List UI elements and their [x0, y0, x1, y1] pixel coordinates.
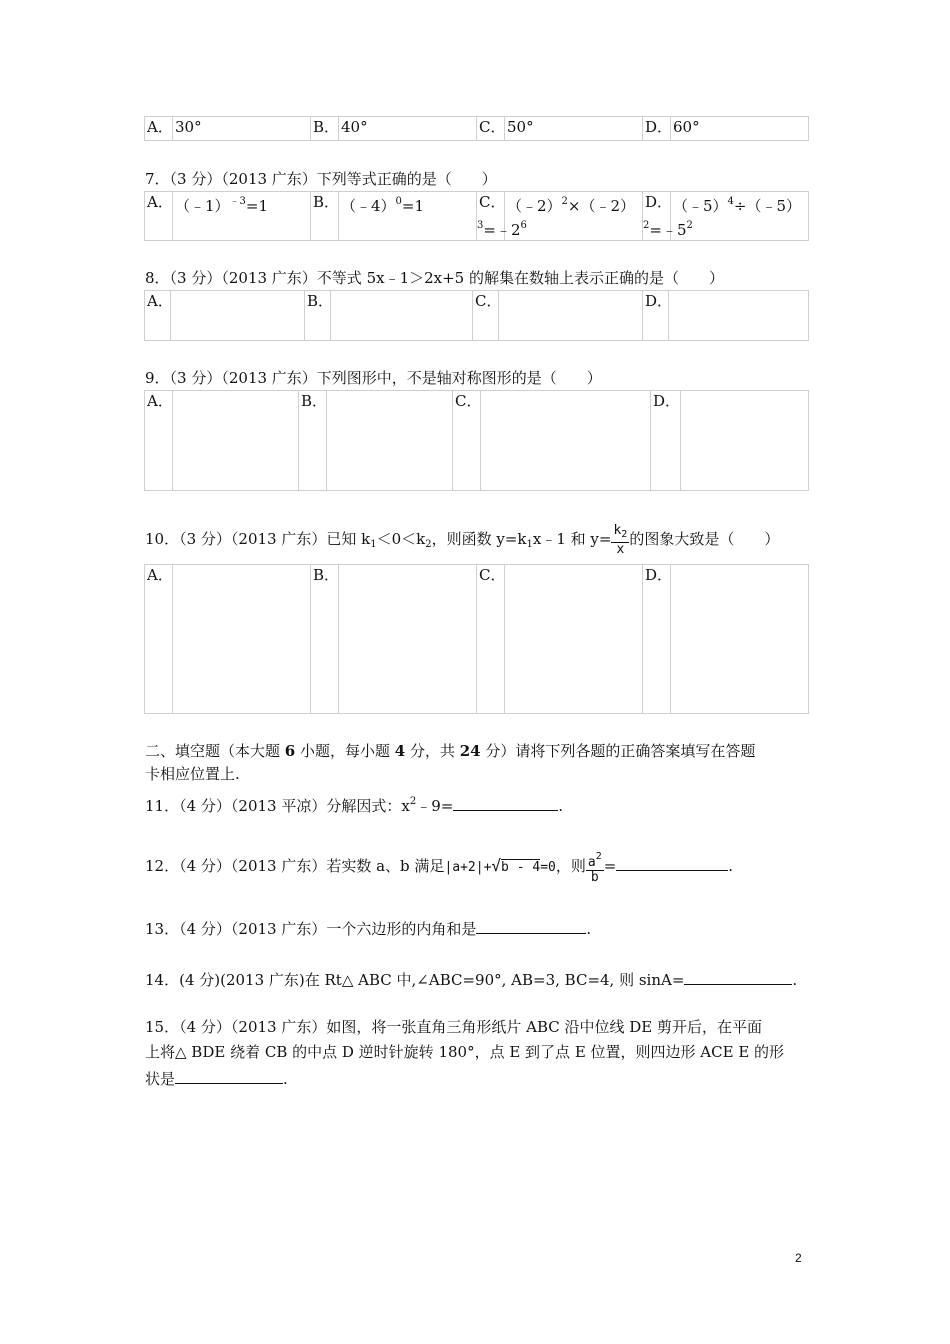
q7-stem: 7．（3 分）（2013 广东）下列等式正确的是（ ） [145, 170, 497, 188]
q9-figure-b [327, 391, 453, 491]
q8-label-b: B． [305, 291, 331, 341]
section2-heading: 二、填空题（本大题 6 小题，每小题 4 分，共 24 分）请将下列各题的正确答案填写在答题 [145, 742, 756, 760]
q9-label-b: B． [299, 391, 327, 491]
q10-stem: 10．（3 分）（2013 广东）已知 $k_1<0<k_2$，则函数 $y=k_1x﹣1$ 和 y= $\frac{k_2}{x}$ 的图象大致是（ ） [145, 522, 780, 557]
q8-options [144, 290, 809, 341]
q14-answer-blank[interactable] [684, 968, 792, 985]
q7-label-a: A． [145, 192, 173, 241]
q6-label-b: B． [311, 117, 339, 141]
q14: 14．(4 分)(2013 广东)在 Rt△ ABC 中,∠ABC=90°, AB=3, BC=4, 则 sinA= . [145, 968, 797, 990]
q8-label-c: C． [473, 291, 499, 341]
q10-figure-d [671, 565, 809, 714]
q8-label-a: A． [145, 291, 171, 341]
q9-label-a: A． [145, 391, 173, 491]
q6-option-b: 40° [339, 117, 477, 141]
q7-label-d: D． [643, 192, 671, 241]
q10-label-d: D． [643, 565, 671, 714]
q9-stem: 9．（3 分）（2013 广东）下列图形中，不是轴对称图形的是（ ） [145, 369, 602, 387]
q9-label-c: C． [453, 391, 481, 491]
q7-option-c: （﹣2）$^2$×（﹣2） $^3=﹣2^6$ [505, 192, 643, 241]
q6-options [144, 116, 809, 141]
q8-figure-a [171, 291, 305, 341]
q10-options [144, 564, 809, 714]
q7-option-d: （﹣5）$^4$÷（﹣5） $^2=﹣5^2$ [671, 192, 809, 241]
q10-label-b: B． [311, 565, 339, 714]
page-number: 2 [795, 1251, 802, 1265]
q7-option-a: （﹣1）$^{﹣3}$=1 [173, 192, 311, 241]
q10-label-c: C． [477, 565, 505, 714]
q6-option-c: 50° [505, 117, 643, 141]
q15-answer-blank[interactable] [175, 1067, 283, 1084]
q6-label-d: D． [643, 117, 671, 141]
q15-line1: 15．（4 分）（2013 广东）如图，将一张直角三角形纸片 ABC 沿中位线 DE 剪开后，在平面 [145, 1018, 763, 1036]
q8-figure-c [499, 291, 643, 341]
q7-options [144, 191, 809, 241]
q6-option-d: 60° [671, 117, 809, 141]
q9-figure-a [173, 391, 299, 491]
q8-label-d: D． [643, 291, 669, 341]
q7-option-b: （﹣4）$^0$=1 [339, 192, 477, 241]
sqrt-symbol: √ [491, 856, 502, 875]
q6-label-a: A． [145, 117, 173, 141]
q9-label-d: D． [651, 391, 681, 491]
q13-answer-blank[interactable] [476, 917, 586, 934]
q8-figure-d [669, 291, 809, 341]
q6-option-a: 30° [173, 117, 311, 141]
q10-fraction: $\frac{k_2}{x}$ [613, 522, 628, 557]
q7-label-c: C． [477, 192, 505, 241]
q9-figure-c [481, 391, 651, 491]
q10-figure-b [339, 565, 477, 714]
q15-line2: 上将△ BDE 绕着 CB 的中点 D 逆时针旋转 180°，点 E 到了点 E 位置，则四边形 ACE E 的形 [145, 1043, 785, 1061]
q12-fraction: $\frac{a^2}{b}$ [587, 850, 602, 885]
q11-answer-blank[interactable] [453, 794, 558, 811]
q10-figure-c [505, 565, 643, 714]
q9-figure-d [681, 391, 809, 491]
q6-label-c: C． [477, 117, 505, 141]
section2-heading-line2: 卡相应位置上. [145, 765, 240, 783]
q10-figure-a [173, 565, 311, 714]
q12-answer-blank[interactable] [616, 854, 728, 871]
q8-figure-b [331, 291, 473, 341]
q9-options [144, 390, 809, 491]
q11: 11．（4 分）（2013 平凉）分解因式：$x^2﹣9=$ . [145, 796, 564, 815]
q8-stem: 8．（3 分）（2013 广东）不等式 5x﹣1＞2x+5 的解集在数轴上表示正确的是（ ） [145, 269, 724, 287]
q10-label-a: A． [145, 565, 173, 714]
q13: 13．（4 分）（2013 广东）一个六边形的内角和是 . [145, 917, 591, 939]
q15-line3: 状是 . [145, 1067, 288, 1089]
q7-label-b: B． [311, 192, 339, 241]
q12: 12．（4 分）（2013 广东）若实数 a、b 满足|a+2|+√b - 4=0，则 $\frac{a^2}{b}$ = . [145, 850, 734, 885]
